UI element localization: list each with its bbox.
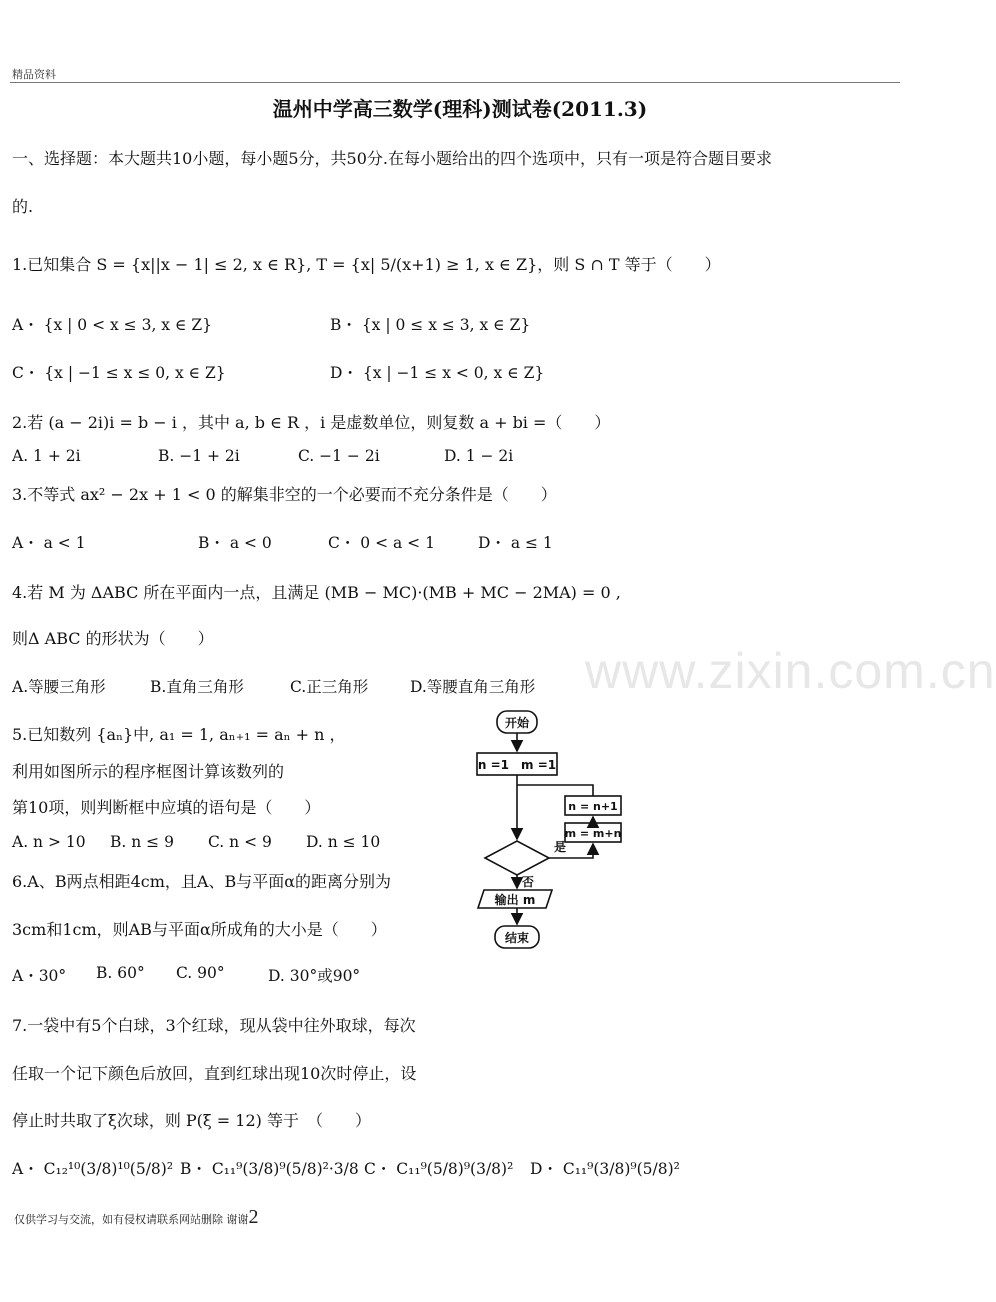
page-number: 2 (248, 1206, 259, 1228)
q6-line1: 6.A、B两点相距4cm，且A、B与平面α的距离分别为 (12, 872, 392, 891)
q4-option-b: B.直角三角形 (150, 678, 244, 696)
q7-line3: 停止时共取了ξ次球，则 P(ξ = 12) 等于 （ ） (12, 1111, 371, 1130)
flowchart-decision-node (485, 841, 549, 875)
footer-text: 仅供学习与交流，如有侵权请联系网站删除 谢谢 (14, 1213, 249, 1226)
section-instructions: 一、选择题：本大题共10小题，每小题5分，共50分.在每小题给出的四个选项中，只有一项是符合题目要求 (12, 149, 772, 168)
q5-line3: 第10项，则判断框中应填的语句是（ ） (12, 798, 321, 817)
q4-option-c: C.正三角形 (290, 678, 369, 696)
q3-option-d: D・ a ≤ 1 (478, 534, 553, 552)
header-divider (10, 82, 900, 83)
q2-option-d: D. 1 − 2i (444, 447, 514, 465)
q1-stem: 1.已知集合 S = {x||x − 1| ≤ 2, x ∈ R}, T = {x| 5/(x+1) ≥ 1, x ∈ Z}，则 S ∩ T 等于（ ） (12, 255, 721, 274)
q4-stem-cont: 则Δ ABC 的形状为（ ） (12, 629, 214, 648)
q7-option-d: D・ C₁₁⁹(3/8)⁹(5/8)² (530, 1160, 680, 1178)
q2-option-a: A. 1 + 2i (12, 447, 81, 465)
flowchart-yes-label: 是 (554, 840, 567, 854)
q6-option-a: A・30° (12, 967, 67, 985)
q5-line1: 5.已知数列 {aₙ}中, a₁ = 1, aₙ₊₁ = aₙ + n ， (12, 725, 346, 744)
q2-stem: 2.若 (a − 2i)i = b − i ，其中 a, b ∈ R ，i 是虚数单位，则复数 a + bi =（ ） (12, 413, 611, 432)
q4-option-d: D.等腰直角三角形 (410, 678, 536, 696)
q1-option-b: B・ {x | 0 ≤ x ≤ 3, x ∈ Z} (330, 316, 531, 334)
flowchart-start-label: 开始 (504, 716, 530, 730)
q2-option-c: C. −1 − 2i (298, 447, 380, 465)
q7-line1: 7.一袋中有5个白球，3个红球，现从袋中往外取球，每次 (12, 1016, 416, 1035)
q3-option-b: B・ a < 0 (198, 534, 272, 552)
q1-option-a: A・ {x | 0 < x ≤ 3, x ∈ Z} (12, 316, 213, 334)
q1-option-d: D・ {x | −1 ≤ x < 0, x ∈ Z} (330, 364, 545, 382)
q6-option-b: B. 60° (96, 964, 145, 982)
q5-option-b: B. n ≤ 9 (110, 833, 174, 851)
q7-line2: 任取一个记下颜色后放回，直到红球出现10次时停止，设 (12, 1064, 417, 1083)
flowchart-end-label: 结束 (504, 931, 530, 945)
q6-option-d: D. 30°或90° (268, 967, 361, 985)
flowchart-output-label: 输出 m (494, 893, 536, 907)
flowchart-step-m-label: m = m+n (564, 827, 622, 840)
header-label: 精品资料 (12, 68, 56, 81)
flowchart-step-n-label: n = n+1 (568, 800, 618, 813)
q4-stem: 4.若 M 为 ΔABC 所在平面内一点，且满足 (MB − MC)·(MB + MC − 2MA) = 0 , (12, 583, 621, 602)
q6-line2: 3cm和1cm，则AB与平面α所成角的大小是（ ） (12, 920, 387, 939)
q7-option-a: A・ C₁₂¹⁰(3/8)¹⁰(5/8)² (12, 1160, 174, 1178)
q3-stem: 3.不等式 ax² − 2x + 1 < 0 的解集非空的一个必要而不充分条件是（ ） (12, 485, 557, 504)
q5-option-c: C. n < 9 (208, 833, 272, 851)
flowchart-no-label: 否 (522, 875, 535, 889)
flowchart-diagram (470, 705, 635, 960)
q3-option-c: C・ 0 < a < 1 (328, 534, 435, 552)
q5-option-a: A. n > 10 (12, 833, 86, 851)
q7-option-c: C・ C₁₁⁹(5/8)⁹(3/8)² (364, 1160, 514, 1178)
page-title: 温州中学高三数学(理科)测试卷(2011.3) (272, 97, 648, 121)
q6-option-c: C. 90° (176, 964, 225, 982)
section-instructions-end: 的. (12, 197, 34, 216)
q5-option-d: D. n ≤ 10 (306, 833, 381, 851)
q1-option-c: C・ {x | −1 ≤ x ≤ 0, x ∈ Z} (12, 364, 226, 382)
q5-line2: 利用如图所示的程序框图计算该数列的 (12, 762, 285, 781)
watermark: www.zixin.com.cn (585, 643, 996, 699)
q3-option-a: A・ a < 1 (12, 534, 86, 552)
flowchart-init-label: n =1 m =1 (477, 758, 557, 772)
q4-option-a: A.等腰三角形 (12, 678, 106, 696)
q7-option-b: B・ C₁₁⁹(3/8)⁹(5/8)²·3/8 (180, 1160, 359, 1178)
footer-note (14, 1206, 259, 1229)
q2-option-b: B. −1 + 2i (158, 447, 240, 465)
